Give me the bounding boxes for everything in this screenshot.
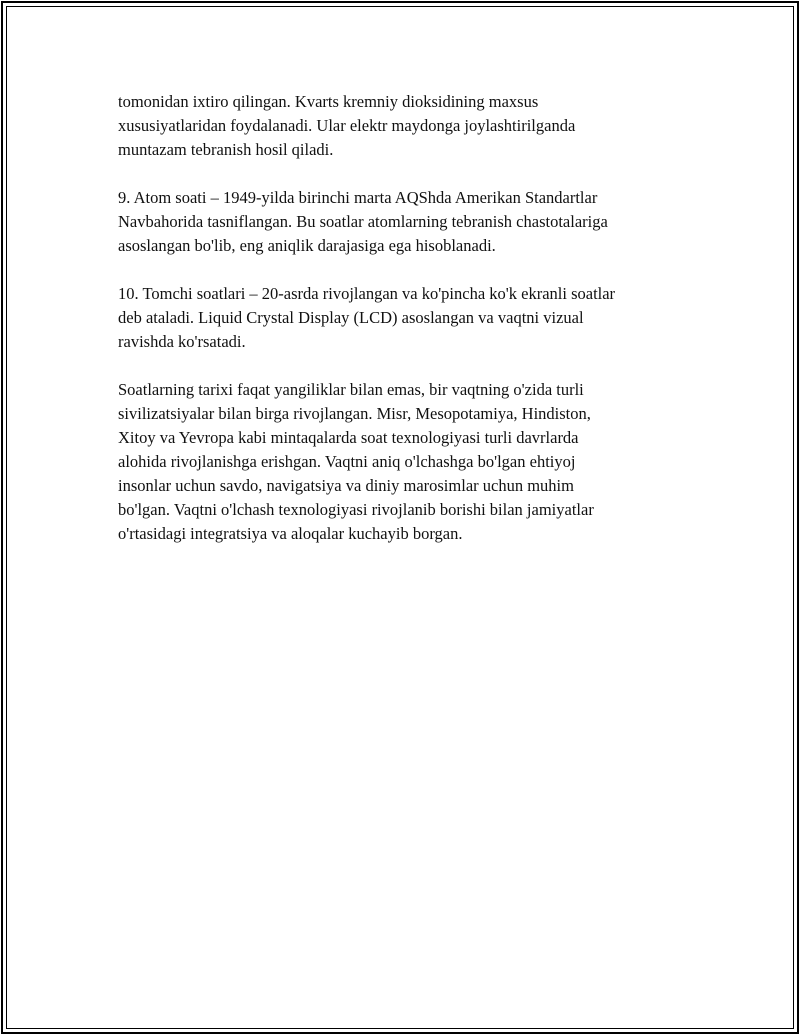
paragraph-quartz-clock-continued: tomonidan ixtiro qilingan. Kvarts kremniy dioksidining maxsus xususiyatlaridan foydalanadi. Ular elektr maydonga joylashtirilganda muntazam tebranish hosil qiladi. [118,92,576,159]
paragraph-lcd-clock: 10. Tomchi soatlari – 20-asrda rivojlangan va ko'pincha ko'k ekranli soatlar deb ataladi. Liquid Crystal Display (LCD) asoslangan va vaqtni vizual ravishda ko'rsatadi. [118,284,616,351]
document-body [118,90,698,570]
paragraph-atomic-clock: 9. Atom soati – 1949-yilda birinchi marta AQShda Amerikan Standartlar Navbahorida tasniflangan. Bu soatlar atomlarning tebranish chastotalariga asoslangan bo'lib, eng aniqlik darajasiga ega hisoblanadi. [118,188,608,255]
paragraph-clock-history-summary: Soatlarning tarixi faqat yangiliklar bilan emas, bir vaqtning o'zida turli sivilizatsiyalar bilan birga rivojlangan. Misr, Mesopotamiya, Hindiston, Xitoy va Yevropa kabi mintaqalarda soat texnologiyasi turli davrlarda alohida rivojlanishga erishgan. Vaqtni aniq o'lchashga bo'lgan ehtiyoj insonlar uchun savdo, navigatsiya va diniy marosimlar uchun muhim bo'lgan. Vaqtni o'lchash texnologiyasi rivojlanib borishi bilan jamiyatlar o'rtasidagi integratsiya va aloqalar kuchayib borgan. [118,380,594,543]
